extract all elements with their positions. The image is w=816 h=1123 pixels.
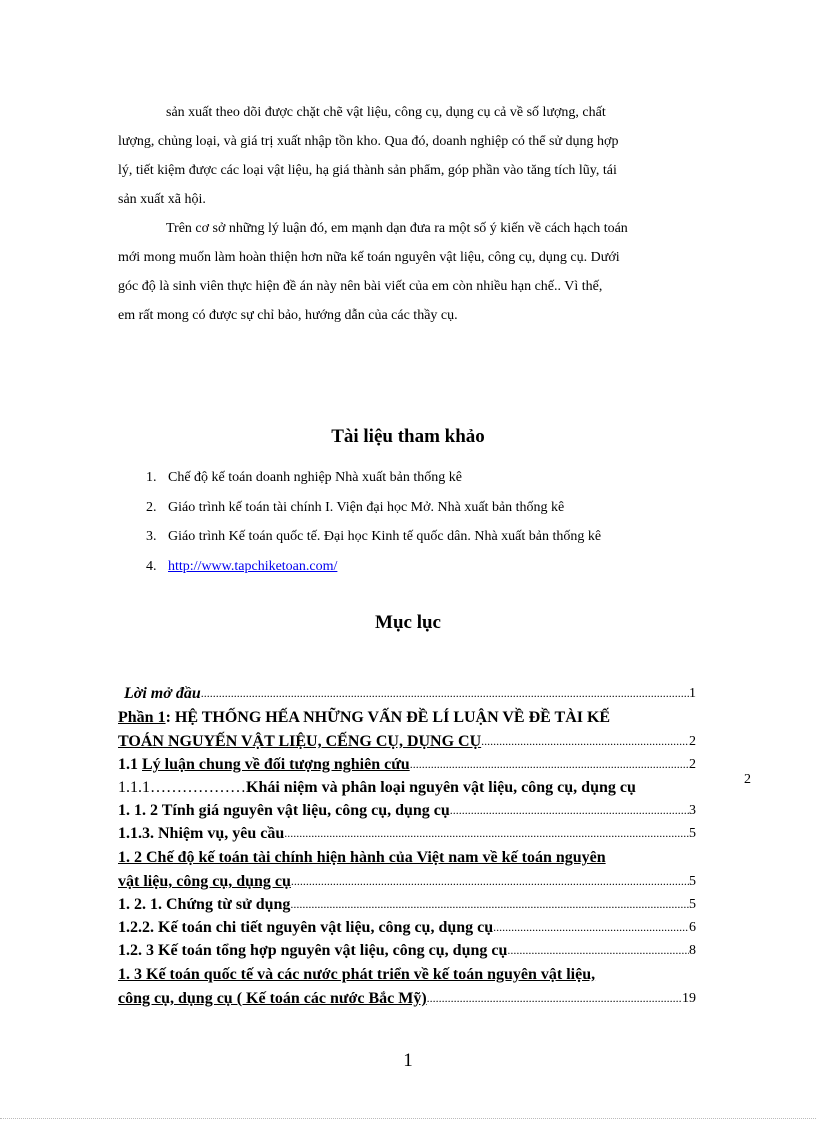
reference-item [146,552,601,582]
toc-page-number: 5 [689,826,696,841]
toc-entry-1-2[interactable] [118,845,696,870]
toc-entry-text: 1. 1. 2 Tính giá nguyên vật liệu, công cụ, dụng cụ [118,802,450,819]
toc-leader [493,916,689,939]
toc-leader [290,893,689,916]
toc-entry-text: vật liệu, công cụ, dụng cụ [118,873,291,890]
toc-entry-text [118,753,410,776]
toc-entry-part1-cont[interactable] [118,730,696,753]
reference-text: Giáo trình kế toán tài chính I. Viện đại học Mở. Nhà xuất bản thống kê [168,499,565,515]
toc-leader [291,870,689,893]
text-line: Trên cơ sở những lý luận đó, em mạnh dạn đưa ra một số ý kiến về cách hạch toán [166,221,628,236]
toc-entry-1-1-1[interactable] [118,776,696,799]
toc-leader [450,799,689,822]
toc-page-number: 2 [689,757,696,772]
text-line: sản xuất theo dõi được chặt chẽ vật liệu, công cụ, dụng cụ cả về số lượng, chất [166,105,606,120]
toc-entry-intro[interactable] [118,682,696,705]
toc-entry-text: 1.2. 3 Kế toán tổng hợp nguyên vật liệu, công cụ, dụng cụ [118,942,508,959]
toc-page-number: 5 [689,897,696,912]
toc-entry-text: Lời mở đầu [124,685,201,702]
toc-entry-text: : HỆ THỐNG HẾA NHỮNG VẤN ĐỀ LÍ LUẬN VỀ ĐỀ TÀI KẾ [165,709,611,726]
toc-entry-text: 1.2.2. Kế toán chi tiết nguyên vật liệu, công cụ, dụng cụ [118,919,494,936]
toc-page-number: 19 [682,991,696,1006]
paragraph-conclusion-2 [118,214,696,330]
toc-page-number: 3 [689,803,696,818]
toc-entry-1-1[interactable] [118,753,696,776]
reference-item [146,463,601,493]
toc-entry-number: 1.1 [118,756,138,773]
toc-page-number-1-1-1: 2 [744,772,751,787]
reference-item [146,522,601,552]
toc-title: Mục lục [375,612,441,633]
reference-item [146,493,601,523]
reference-number: 1. [146,470,157,485]
paragraph-conclusion-1 [118,98,696,214]
toc-page-number: 2 [689,734,696,749]
toc-entry-text: 1.1.3. Nhiệm vụ, yêu cầu [118,825,285,842]
text-line: sản xuất xã hội. [118,192,206,207]
toc-entry-part1[interactable] [118,705,696,730]
reference-number: 4. [146,558,157,574]
reference-text: Chế độ kế toán doanh nghiệp Nhà xuất bản thống kê [168,470,462,485]
text-line: góc độ là sinh viên thực hiện đề án này nên bài viết của em còn nhiều hạn chế.. Vì thế, [118,279,603,294]
text-line: lý, tiết kiệm được các loại vật liệu, hạ giá thành sản phẩm, góp phần vào tăng tích lũy, tái [118,163,617,178]
page-number: 1 [403,1050,413,1071]
toc-entry-text: 1. 2 Chế độ kế toán tài chính hiện hành của Việt nam về kế toán nguyên [118,849,606,866]
toc-entry-1-2-2[interactable] [118,916,696,939]
toc-leader [481,730,689,753]
toc-entry-1-1-3[interactable] [118,822,696,845]
toc-entry-1-3[interactable] [118,962,696,987]
toc-entry-1-2-1[interactable] [118,893,696,916]
text-line: lượng, chủng loại, và giá trị xuất nhập tồn kho. Qua đó, doanh nghiệp có thể sử dụng hợp [118,134,619,149]
toc-entry-1-1-2[interactable] [118,799,696,822]
toc-page-number: 1 [689,686,696,701]
toc-entry-text: 1. 3 Kế toán quốc tế và các nước phát triển về kế toán nguyên vật liệu, [118,966,596,983]
toc-page-number: 8 [689,943,696,958]
toc-page-number: 5 [689,874,696,889]
toc-leader [410,753,689,776]
table-of-contents [118,682,696,1010]
references-title: Tài liệu tham khảo [331,426,485,447]
toc-leader [507,939,689,962]
reference-number: 3. [146,529,157,544]
toc-entry-text: TOÁN NGUYẾN VẬT LIỆU, CẾNG CỤ, DỤNG CỤ [118,733,482,750]
toc-entry-1-2-3[interactable] [118,939,696,962]
toc-entry-1-2-cont[interactable] [118,870,696,893]
toc-leader [201,682,689,705]
toc-entry-number: 1.1.1……………… [118,779,246,796]
toc-entry-1-3-cont[interactable] [118,987,696,1010]
page-bottom-border [0,1118,816,1119]
reference-text: Giáo trình Kế toán quốc tế. Đại học Kinh tế quốc dân. Nhà xuất bản thống kê [168,529,602,544]
toc-entry-text: công cụ, dụng cụ ( Kế toán các nước Bắc Mỹ) [118,990,427,1007]
text-line: em rất mong có được sự chỉ bảo, hướng dẫn của các thầy cụ. [118,308,458,323]
toc-part-label: Phần 1 [118,709,166,726]
toc-entry-title: Khái niệm và phân loại nguyên vật liệu, công cụ, dụng cụ [246,779,636,796]
toc-leader [427,987,682,1010]
text-line: mới mong muốn làm hoàn thiện hơn nữa kế toán nguyên vật liệu, công cụ, dụng cụ. Dưới [118,250,620,265]
toc-leader [284,822,689,845]
toc-entry-text: 1. 2. 1. Chứng từ sử dụng [118,896,291,913]
toc-entry-title: Lý luận chung về đối tượng nghiên cứu [142,756,410,773]
reference-number: 2. [146,499,157,515]
references-list [146,463,601,581]
toc-page-number: 6 [689,920,696,935]
reference-link[interactable]: http://www.tapchiketoan.com/ [168,558,338,574]
